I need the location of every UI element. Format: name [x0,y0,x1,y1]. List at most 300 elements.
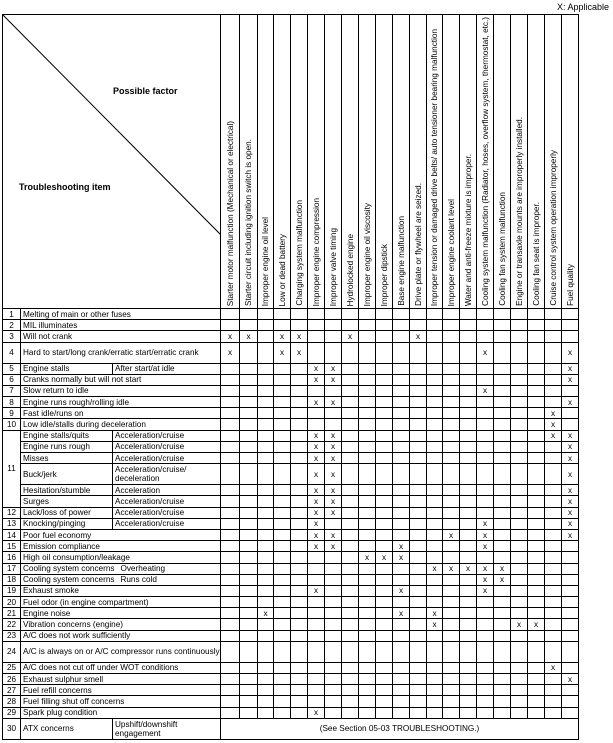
applicable-mark: x [477,574,494,585]
empty-cell [258,696,274,707]
empty-cell [427,529,443,540]
empty-cell [308,385,325,396]
empty-cell [359,529,376,540]
empty-cell [325,320,342,331]
row-label: Engine runs rough [21,441,113,452]
factor-label: Hydrolocked engine [345,233,355,306]
empty-cell [240,408,258,419]
row-label: Low idle/stalls during deceleration [21,419,221,430]
empty-cell [308,597,325,608]
row-number: 13 [3,518,21,529]
row-number: 12 [3,507,21,518]
row-number: 18 [3,574,21,585]
empty-cell [545,320,562,331]
factor-label: Improper engine oil viscosity [362,202,372,306]
row-label: Engine runs rough/rolling idle [21,397,221,408]
applicable-mark: x [562,374,579,385]
empty-cell [274,408,291,419]
factor-header [308,15,325,309]
empty-cell [342,608,359,619]
empty-cell [325,552,342,563]
table-row [3,485,579,496]
empty-cell [240,430,258,441]
empty-cell [511,397,528,408]
applicable-mark: x [562,518,579,529]
empty-cell [494,374,511,385]
empty-cell [443,419,460,430]
row-number: 23 [3,630,21,641]
empty-cell [477,397,494,408]
empty-cell [511,707,528,718]
empty-cell [410,408,427,419]
empty-cell [528,331,545,342]
empty-cell [511,552,528,563]
table-row [3,496,579,507]
row-label: Fuel filling shut off concerns [21,696,221,707]
empty-cell [477,430,494,441]
row-number: 14 [3,529,21,540]
empty-cell [240,496,258,507]
empty-cell [528,541,545,552]
empty-cell [562,685,579,696]
empty-cell [221,597,240,608]
table-row [3,641,579,662]
empty-cell [325,707,342,718]
empty-cell [410,541,427,552]
empty-cell [258,331,274,342]
empty-cell [359,585,376,596]
empty-cell [221,496,240,507]
empty-cell [291,496,308,507]
factor-label: Engine or transaxle mounts are improperly installed. [514,117,524,306]
empty-cell [427,707,443,718]
empty-cell [376,464,393,485]
row-number: 21 [3,608,21,619]
empty-cell [562,552,579,563]
empty-cell [410,430,427,441]
empty-cell [562,308,579,319]
empty-cell [427,385,443,396]
row-number: 29 [3,707,21,718]
empty-cell [221,485,240,496]
empty-cell [393,320,410,331]
empty-cell [274,397,291,408]
empty-cell [562,696,579,707]
empty-cell [274,574,291,585]
table-row [3,385,579,396]
empty-cell [511,608,528,619]
row-label: Surges [21,496,113,507]
empty-cell [274,496,291,507]
applicable-mark: x [274,342,291,363]
empty-cell [376,518,393,529]
row-number: 20 [3,597,21,608]
row-condition: Acceleration/cruise/ deceleration [113,464,221,485]
empty-cell [545,696,562,707]
empty-cell [511,363,528,374]
empty-cell [221,619,240,630]
empty-cell [528,707,545,718]
applicable-mark: x [258,608,274,619]
empty-cell [443,397,460,408]
empty-cell [342,408,359,419]
empty-cell [240,674,258,685]
empty-cell [511,419,528,430]
empty-cell [511,507,528,518]
applicable-mark: x [325,541,342,552]
empty-cell [258,308,274,319]
applicable-mark: x [562,453,579,464]
empty-cell [460,342,477,363]
empty-cell [460,408,477,419]
empty-cell [376,320,393,331]
factor-header [477,15,494,309]
factor-header [258,15,274,309]
applicable-mark: x [562,464,579,485]
empty-cell [528,342,545,363]
row-number: 25 [3,662,21,673]
empty-cell [562,585,579,596]
empty-cell [494,453,511,464]
empty-cell [545,507,562,518]
row-label: Slow return to idle [21,385,221,396]
empty-cell [308,408,325,419]
empty-cell [528,320,545,331]
empty-cell [274,662,291,673]
empty-cell [342,496,359,507]
empty-cell [427,441,443,452]
empty-cell [443,574,460,585]
row-condition: Upshift/downshift engagement [113,718,221,739]
empty-cell [477,485,494,496]
empty-cell [342,585,359,596]
empty-cell [545,308,562,319]
table-row [3,430,579,441]
empty-cell [427,507,443,518]
empty-cell [443,541,460,552]
row-label: Spark plug condition [21,707,221,718]
empty-cell [410,619,427,630]
empty-cell [477,630,494,641]
empty-cell [477,597,494,608]
empty-cell [511,430,528,441]
empty-cell [325,619,342,630]
empty-cell [359,608,376,619]
empty-cell [325,685,342,696]
empty-cell [562,707,579,718]
empty-cell [443,608,460,619]
table-row [3,619,579,630]
factor-header [460,15,477,309]
row-number: 30 [3,718,21,739]
empty-cell [460,641,477,662]
empty-cell [342,529,359,540]
empty-cell [291,320,308,331]
empty-cell [443,674,460,685]
applicable-mark: x [545,408,562,419]
empty-cell [376,385,393,396]
empty-cell [528,419,545,430]
empty-cell [427,685,443,696]
empty-cell [528,597,545,608]
empty-cell [359,342,376,363]
empty-cell [460,674,477,685]
empty-cell [511,342,528,363]
empty-cell [291,574,308,585]
empty-cell [545,630,562,641]
applicable-mark: x [325,397,342,408]
empty-cell [376,674,393,685]
empty-cell [240,518,258,529]
empty-cell [545,529,562,540]
row-label-text: Cooling system concerns [23,575,115,585]
applicable-mark: x [562,485,579,496]
table-row [3,453,579,464]
empty-cell [443,585,460,596]
empty-cell [410,674,427,685]
empty-cell [258,574,274,585]
row-number: 9 [3,408,21,419]
row-number: 5 [3,363,21,374]
empty-cell [477,685,494,696]
empty-cell [291,674,308,685]
empty-cell [258,507,274,518]
empty-cell [511,320,528,331]
empty-cell [376,397,393,408]
empty-cell [494,308,511,319]
empty-cell [494,552,511,563]
empty-cell [359,574,376,585]
empty-cell [221,507,240,518]
empty-cell [528,685,545,696]
empty-cell [359,496,376,507]
applicable-mark: x [325,496,342,507]
empty-cell [274,453,291,464]
empty-cell [460,363,477,374]
empty-cell [562,563,579,574]
row-label: Fuel refill concerns [21,685,221,696]
empty-cell [342,430,359,441]
empty-cell [240,385,258,396]
empty-cell [325,630,342,641]
empty-cell [342,552,359,563]
applicable-mark: x [325,453,342,464]
empty-cell [240,563,258,574]
empty-cell [221,674,240,685]
empty-cell [427,541,443,552]
row-label: Poor fuel economy [21,529,221,540]
empty-cell [460,685,477,696]
applicable-mark: x [325,485,342,496]
troubleshooting-table [2,14,579,740]
factor-label: Improper tension or damaged drive belts/ auto tensioner bearing malfunction [430,28,439,306]
empty-cell [528,374,545,385]
factor-header [240,15,258,309]
table-row [3,308,579,319]
empty-cell [494,496,511,507]
empty-cell [376,707,393,718]
empty-cell [342,641,359,662]
empty-cell [460,630,477,641]
empty-cell [240,630,258,641]
empty-cell [291,385,308,396]
empty-cell [477,464,494,485]
empty-cell [359,485,376,496]
table-row [3,585,579,596]
empty-cell [274,507,291,518]
empty-cell [258,597,274,608]
empty-cell [443,496,460,507]
empty-cell [410,464,427,485]
empty-cell [221,662,240,673]
empty-cell [221,707,240,718]
factor-header [545,15,562,309]
empty-cell [427,374,443,385]
row-label: Engine stalls/quits [21,430,113,441]
empty-cell [427,630,443,641]
empty-cell [460,397,477,408]
empty-cell [274,430,291,441]
empty-cell [376,641,393,662]
empty-cell [528,308,545,319]
empty-cell [477,507,494,518]
empty-cell [528,696,545,707]
table-row [3,397,579,408]
empty-cell [359,707,376,718]
empty-cell [221,397,240,408]
empty-cell [258,496,274,507]
empty-cell [494,408,511,419]
empty-cell [221,453,240,464]
empty-cell [258,419,274,430]
empty-cell [410,320,427,331]
empty-cell [528,518,545,529]
empty-cell [528,507,545,518]
table-row [3,320,579,331]
row-label: Vibration concerns (engine) [21,619,221,630]
row-condition: Acceleration/cruise [113,507,221,518]
empty-cell [376,441,393,452]
applicable-mark: x [308,397,325,408]
empty-cell [393,641,410,662]
empty-cell [325,385,342,396]
applicable-mark: x [494,574,511,585]
empty-cell [562,408,579,419]
empty-cell [494,331,511,342]
empty-cell [291,453,308,464]
applicable-mark: x [427,563,443,574]
empty-cell [427,419,443,430]
empty-cell [274,630,291,641]
empty-cell [393,331,410,342]
empty-cell [258,529,274,540]
empty-cell [511,464,528,485]
empty-cell [443,518,460,529]
applicable-mark: x [308,529,325,540]
empty-cell [427,641,443,662]
empty-cell [545,385,562,396]
empty-cell [221,320,240,331]
empty-cell [494,507,511,518]
empty-cell [342,441,359,452]
empty-cell [477,331,494,342]
empty-cell [477,408,494,419]
empty-cell [443,453,460,464]
empty-cell [511,662,528,673]
factor-header [562,15,579,309]
empty-cell [359,696,376,707]
empty-cell [460,707,477,718]
empty-cell [511,453,528,464]
empty-cell [410,574,427,585]
empty-cell [528,674,545,685]
empty-cell [240,397,258,408]
table-row [3,342,579,363]
empty-cell [221,696,240,707]
empty-cell [240,308,258,319]
table-row [3,529,579,540]
row-condition: Runs cold [120,575,157,585]
empty-cell [258,408,274,419]
empty-cell [221,518,240,529]
factor-label: Starter circuit including ignition switch is open. [244,138,253,306]
empty-cell [460,574,477,585]
empty-cell [376,408,393,419]
empty-cell [443,320,460,331]
empty-cell [511,597,528,608]
applicable-mark: x [562,430,579,441]
empty-cell [562,619,579,630]
applicable-mark: x [545,430,562,441]
empty-cell [477,662,494,673]
empty-cell [511,385,528,396]
empty-cell [443,641,460,662]
empty-cell [376,342,393,363]
empty-cell [460,608,477,619]
applicable-mark: x [325,374,342,385]
empty-cell [427,331,443,342]
table-row [3,408,579,419]
row-number: 10 [3,419,21,430]
empty-cell [427,320,443,331]
empty-cell [359,408,376,419]
empty-cell [376,619,393,630]
empty-cell [274,320,291,331]
empty-cell [393,385,410,396]
empty-cell [410,518,427,529]
empty-cell [410,585,427,596]
row-number: 19 [3,585,21,596]
empty-cell [258,464,274,485]
table-row [3,597,579,608]
empty-cell [274,385,291,396]
empty-cell [393,430,410,441]
empty-cell [376,574,393,585]
empty-cell [274,363,291,374]
table-row [3,363,579,374]
applicable-mark: x [308,363,325,374]
empty-cell [274,441,291,452]
empty-cell [511,585,528,596]
empty-cell [291,630,308,641]
empty-cell [376,507,393,518]
empty-cell [477,453,494,464]
empty-cell [221,574,240,585]
empty-cell [477,696,494,707]
empty-cell [460,308,477,319]
empty-cell [359,674,376,685]
empty-cell [359,563,376,574]
